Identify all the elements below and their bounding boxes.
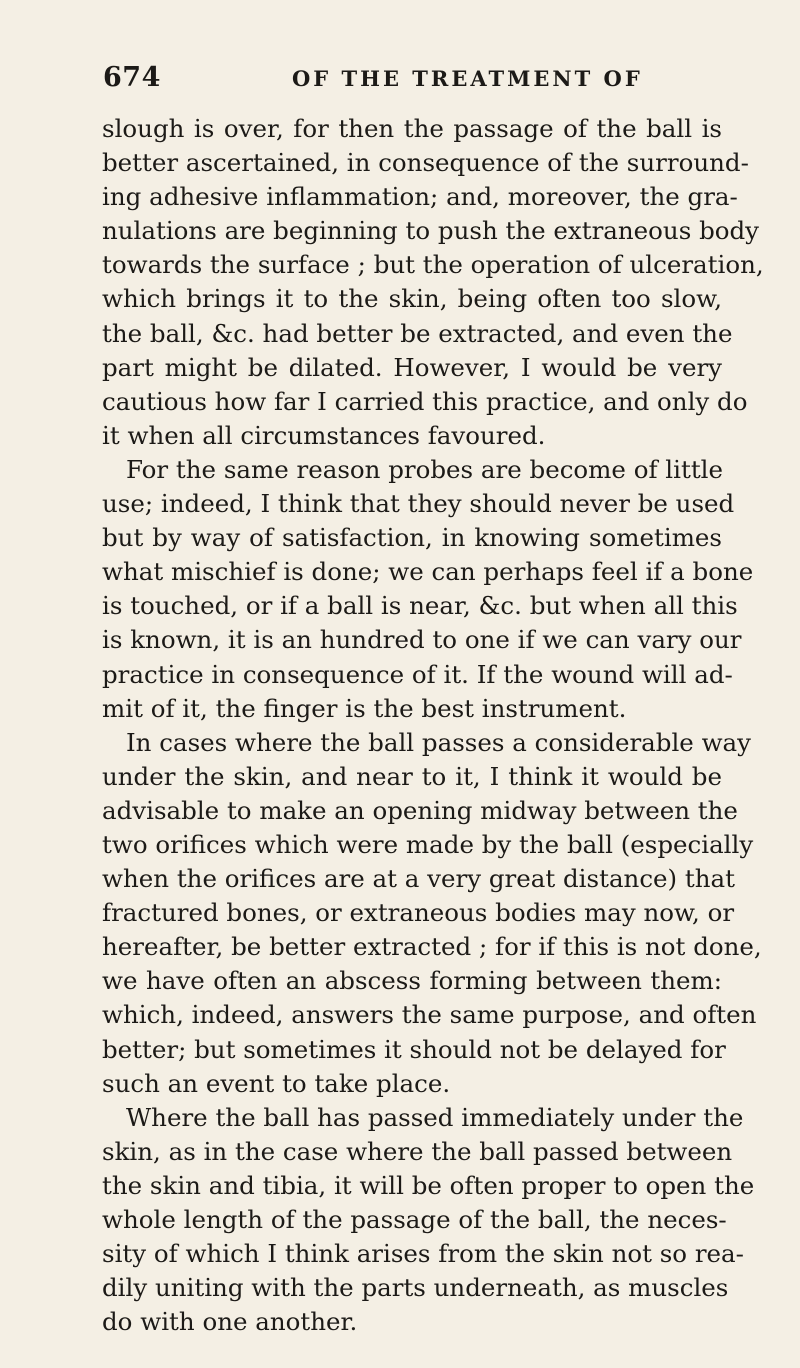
text-line: such an event to take place. (102, 1068, 451, 1098)
text-line: better; but sometimes it should not be delayed for (102, 1034, 726, 1064)
paragraph-start-line: In cases where the ball passes a considerable way (126, 727, 751, 757)
text-line: fractured bones, or extraneous bodies may now, or (102, 898, 735, 928)
text-line: do with one another. (102, 1307, 358, 1337)
text-line: better ascertained, in consequence of the surround- (102, 148, 749, 178)
text-line: use; indeed, I think that they should never be used (102, 489, 735, 519)
text-line: two orifices which were made by the ball (especially (102, 829, 754, 859)
text-line: what mischief is done; we can perhaps feel if a bone (102, 557, 754, 587)
text-line: which, indeed, answers the same purpose, and often (102, 1000, 757, 1030)
text-line: whole length of the passage of the ball, the neces- (102, 1205, 727, 1234)
page-header (0, 62, 800, 102)
text-line: part might be dilated. However, I would be very (102, 352, 722, 382)
text-line: which brings it to the skin, being often too slow, (102, 284, 722, 314)
page-number: 674 (103, 62, 161, 93)
text-line: it when all circumstances favoured. (102, 420, 546, 450)
text-line: mit of it, the finger is the best instrument. (102, 693, 627, 723)
running-head: OF THE TREATMENT OF (292, 66, 643, 91)
text-line: advisable to make an opening midway between the (102, 795, 738, 825)
text-line: towards the surface ; but the operation of ulceration, (102, 250, 764, 280)
text-line: cautious how far I carried this practice, and only do (102, 386, 748, 416)
text-line: but by way of satisfaction, in knowing sometimes (102, 523, 722, 553)
text-line: under the skin, and near to it, I think it would be (102, 761, 722, 791)
body-text (102, 112, 764, 1339)
text-line: slough is over, for then the passage of the ball is (102, 114, 722, 143)
text-line: the ball, &c. had better be extracted, and even the (102, 318, 733, 348)
text-line: we have often an abscess forming between them: (102, 966, 722, 996)
text-line: is touched, or if a ball is near, &c. but when all this (102, 591, 738, 621)
text-line: the skin and tibia, it will be often proper to open the (102, 1170, 755, 1200)
text-line: nulations are beginning to push the extraneous body (102, 216, 760, 246)
text-line: is known, it is an hundred to one if we can vary our (102, 625, 742, 655)
text-line: dily uniting with the parts underneath, as muscles (102, 1273, 729, 1303)
text-line: hereafter, be better extracted ; for if this is not done, (102, 932, 762, 962)
text-line: when the orifices are at a very great distance) that (102, 864, 735, 894)
text-line: ing adhesive inflammation; and, moreover, the gra- (102, 182, 738, 212)
paragraph-start-line: For the same reason probes are become of little (126, 454, 723, 484)
paragraph-start-line: Where the ball has passed immediately under the (126, 1102, 744, 1132)
text-line: practice in consequence of it. If the wound will ad- (102, 659, 733, 689)
text-line: sity of which I think arises from the skin not so rea- (102, 1239, 744, 1269)
text-line: skin, as in the case where the ball passed between (102, 1136, 733, 1166)
